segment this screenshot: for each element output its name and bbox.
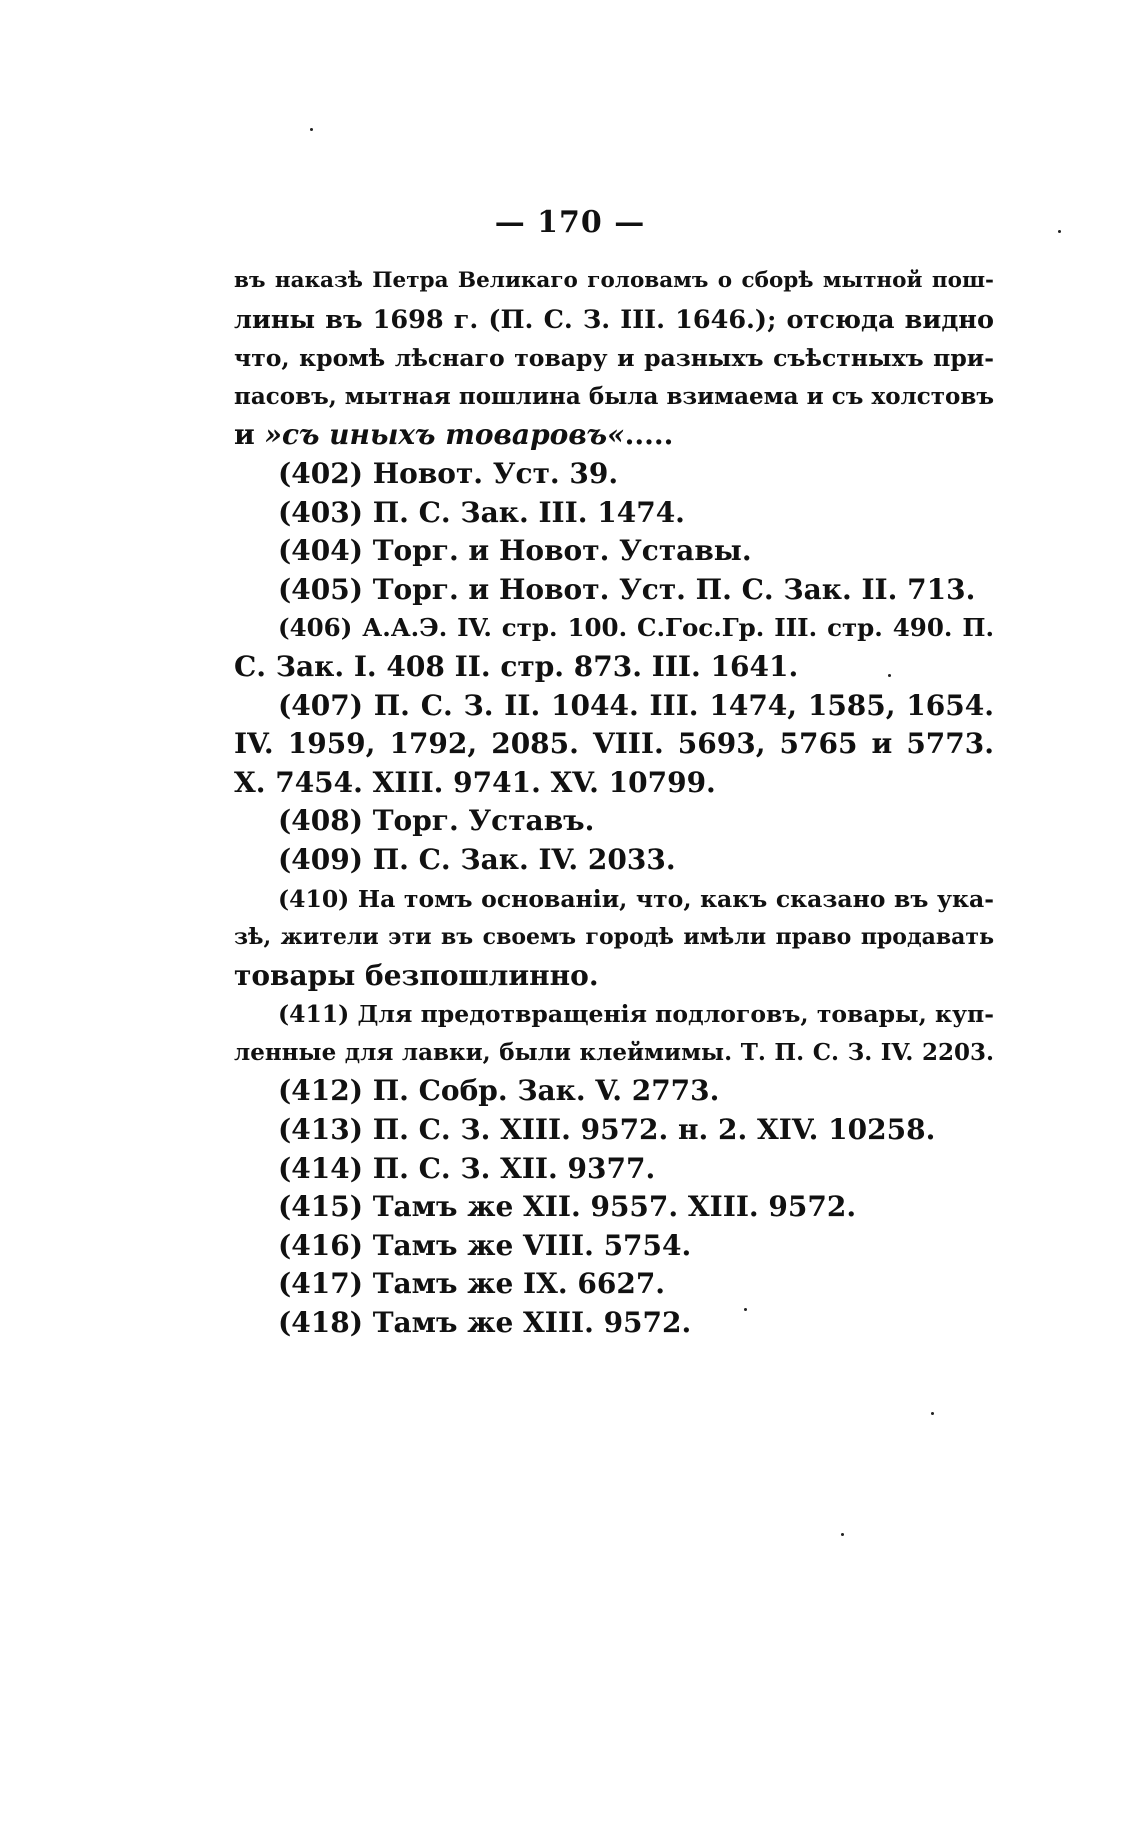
footnote-415 [234,1188,994,1227]
footnote-414 [234,1150,994,1189]
paragraph-line: что, кромѣ лѣснаго товару и разныхъ съѣстныхъ при- [234,344,994,373]
footnote-line: (413) П. С. З. XIII. 9572. н. 2. XIV. 10258. [278,1113,936,1147]
footnote-line: зѣ, жители эти въ своемъ городѣ имѣли право продавать [234,924,994,951]
footnote-404 [234,532,994,571]
footnote-409 [234,841,994,880]
paragraph-last-prefix: и [234,418,265,452]
footnote-line: X. 7454. XIII. 9741. XV. 10799. [234,765,716,799]
footnote-418 [234,1304,994,1343]
footnote-line: ленные для лавки, были клеймимы. Т. П. С. З. IV. 2203. [234,1038,994,1066]
continuation-paragraph [234,262,994,455]
text-block [234,262,994,1343]
footnote-line: (411) Для предотвращенiя подлоговъ, товары, куп- [278,1000,994,1029]
footnote-line: (408) Торг. Уставъ. [278,804,595,838]
footnote-line: товары безпошлинно. [234,958,599,992]
footnote-405 [234,571,994,610]
ink-speck [841,1533,844,1536]
footnote-line: (414) П. С. З. XII. 9377. [278,1151,656,1185]
footnote-line: (415) Тамъ же XII. 9557. XIII. 9572. [278,1190,857,1224]
footnote-line: (409) П. С. Зак. IV. 2033. [278,842,676,876]
footnote-406 [234,609,994,686]
footnote-408 [234,802,994,841]
footnote-line: IV. 1959, 1792, 2085. VIII. 5693, 5765 и 5773. [234,727,994,761]
footnote-413 [234,1111,994,1150]
paragraph-last-line [234,416,994,455]
footnote-403 [234,494,994,533]
paragraph-ellipsis: ..... [624,418,674,452]
footnote-412 [234,1072,994,1111]
footnote-417 [234,1265,994,1304]
paragraph-italic-quote: »съ иныхъ товаровъ« [264,418,625,452]
footnote-line: С. Зак. I. 408 II. стр. 873. III. 1641. [234,649,799,683]
footnote-402 [234,455,994,494]
page-number: — 170 — [494,205,646,240]
footnote-line: (416) Тамъ же VIII. 5754. [278,1228,692,1262]
ink-speck [931,1412,934,1415]
footnote-line: (402) Новот. Уст. 39. [278,456,619,490]
footnote-410 [234,880,994,996]
paragraph-line: пасовъ, мытная пошлина была взимаема и съ холстовъ [234,382,994,410]
paragraph-line: въ наказѣ Петра Великаго головамъ о сборѣ мытной пош- [234,268,994,293]
footnote-416 [234,1227,994,1266]
footnote-line: (404) Торг. и Новот. Уставы. [278,534,752,568]
footnote-line: (418) Тамъ же XIII. 9572. [278,1306,692,1340]
footnote-411 [234,995,994,1072]
footnote-line: (412) П. Собр. Зак. V. 2773. [278,1074,720,1108]
paragraph-line: лины въ 1698 г. (П. С. З. III. 1646.); отсюда видно [234,304,994,335]
footnote-line: (410) На томъ основанiи, что, какъ сказано въ ука- [278,884,994,913]
footnote-line: (417) Тамъ же IX. 6627. [278,1267,666,1301]
footnote-line: (406) А.А.Э. IV. стр. 100. С.Гос.Гр. III. стр. 490. П. [278,613,994,643]
footnote-407 [234,687,994,803]
footnote-line: (407) П. С. З. II. 1044. III. 1474, 1585, 1654. [278,688,994,722]
footnote-line: (405) Торг. и Новот. Уст. П. С. Зак. II. 713. [278,572,976,606]
footnote-line: (403) П. С. Зак. III. 1474. [278,495,685,529]
ink-speck [310,128,313,131]
